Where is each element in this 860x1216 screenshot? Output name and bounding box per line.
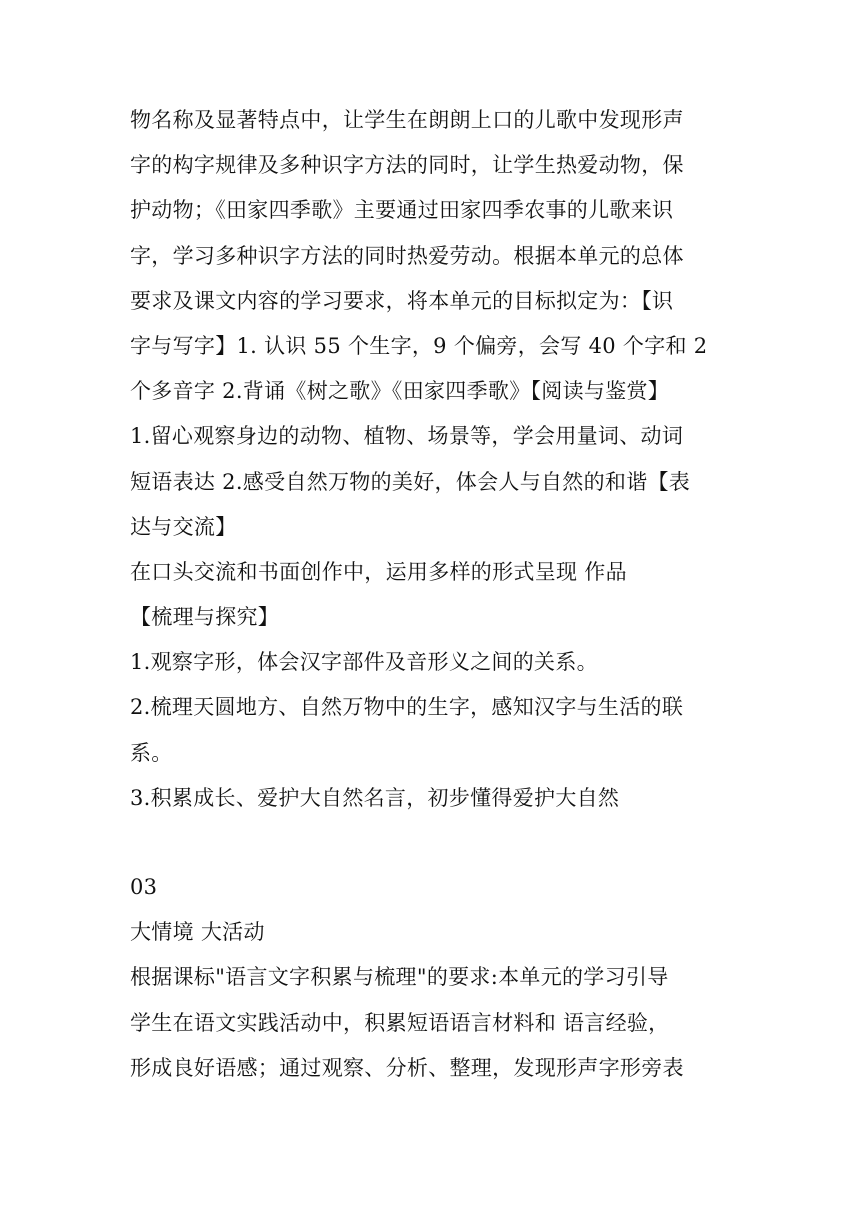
text-line: 个多音字 2.背诵《树之歌》《田家四季歌》【阅读与鉴赏】 [130, 379, 670, 404]
section-heading: 大情境 大活动 [130, 920, 265, 945]
section-number: 03 [130, 875, 158, 899]
text-line: 形成良好语感；通过观察、分析、整理，发现形声字形旁表 [130, 1055, 684, 1080]
text-line: 系。 [130, 740, 173, 765]
text-line: 字与写字】1. 认识 55 个生字，9 个偏旁，会写 40 个字和 2 [130, 333, 708, 358]
text-line: 学生在语文实践活动中，积累短语语言材料和 语言经验， [130, 1010, 670, 1035]
text-line: 要求及课文内容的学习要求，将本单元的目标拟定为：【识 [130, 288, 674, 313]
text-line: 短语表达 2.感受自然万物的美好，体会人与自然的和谐【表 [130, 469, 691, 494]
text-line: 字的构字规律及多种识字方法的同时，让学生热爱动物，保 [130, 153, 684, 178]
text-line: 1.留心观察身边的动物、植物、场景等，学会用量词、动词 [130, 424, 684, 449]
text-line: 2.梳理天圆地方、自然万物中的生字，感知汉字与生活的联 [130, 695, 684, 720]
document-page [130, 98, 732, 1091]
intro-paragraph [130, 98, 732, 821]
text-line: 根据课标"语言文字积累与梳理"的要求:本单元的学习引导 [130, 965, 669, 990]
section-03 [130, 865, 732, 1091]
text-line: 字，学习多种识字方法的同时热爱劳动。根据本单元的总体 [130, 243, 684, 268]
text-line: 3.积累成长、爱护大自然名言，初步懂得爱护大自然 [130, 785, 620, 810]
text-line: 物名称及显著特点中，让学生在朗朗上口的儿歌中发现形声 [130, 108, 684, 132]
section-spacer [130, 821, 732, 865]
text-line: 达与交流】 [130, 514, 237, 539]
text-line: 护动物；《田家四季歌》主要通过田家四季农事的儿歌来识 [130, 198, 674, 223]
text-line: 1.观察字形，体会汉字部件及音形义之间的关系。 [130, 650, 598, 675]
text-line: 在口头交流和书面创作中，运用多样的形式呈现 作品 [130, 559, 627, 584]
text-line: 【梳理与探究】 [130, 605, 280, 630]
